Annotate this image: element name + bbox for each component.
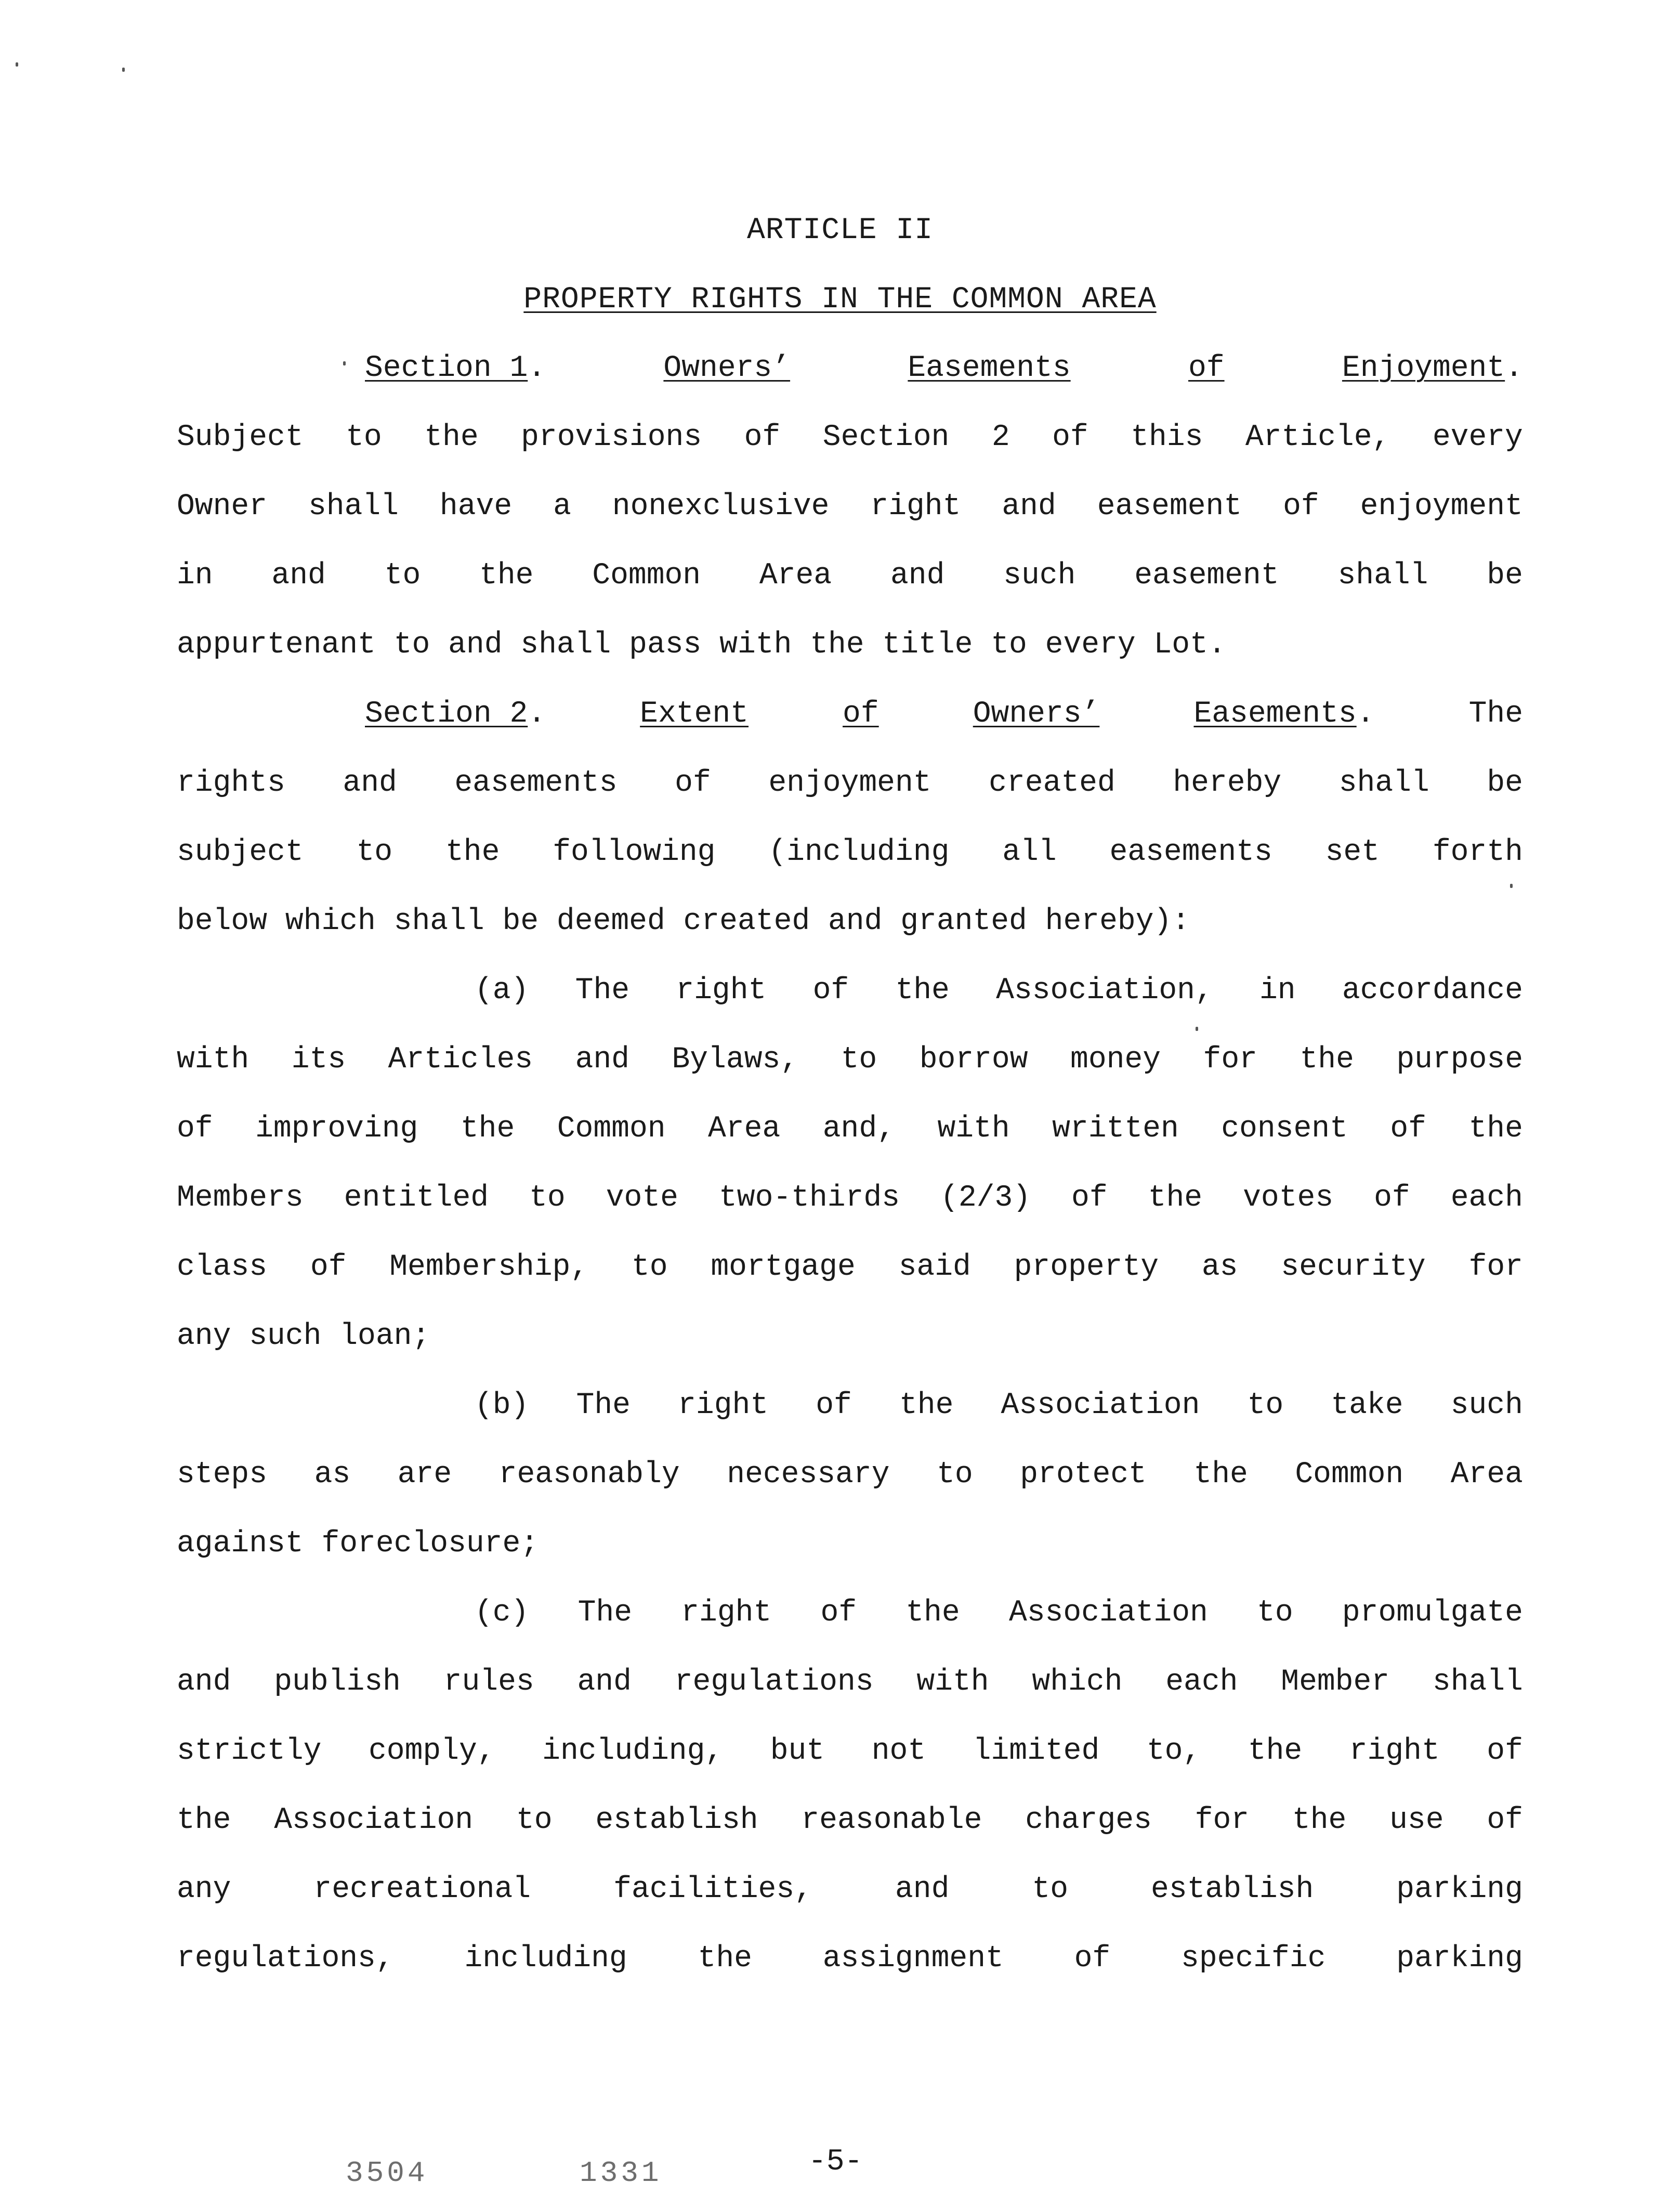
scan-speck — [1196, 1027, 1198, 1031]
word: for — [1203, 1043, 1257, 1077]
word: shall — [1337, 559, 1428, 593]
word: borrow — [919, 1043, 1028, 1077]
item-a-line — [177, 1183, 1523, 1213]
word: set — [1325, 835, 1380, 869]
word: consent — [1221, 1112, 1348, 1146]
word: have — [439, 490, 513, 524]
word: right — [870, 490, 961, 524]
word: (a) — [475, 974, 529, 1008]
word: Membership, — [389, 1250, 589, 1284]
word: following — [553, 835, 716, 869]
word: Section — [822, 421, 950, 454]
word: of — [310, 1250, 347, 1284]
section2-label-wrap: Section 2. — [365, 697, 546, 731]
word: to — [346, 421, 382, 454]
section2-line — [177, 835, 1523, 869]
word: the — [1468, 1112, 1523, 1146]
section1-heading-word: Easements — [908, 351, 1071, 385]
word: Area — [1450, 1458, 1523, 1492]
word: right — [678, 1389, 769, 1422]
word: of — [816, 1389, 852, 1422]
word: shall — [1338, 766, 1429, 800]
word: and — [177, 1665, 231, 1699]
word: as — [314, 1458, 351, 1492]
word: 2 — [991, 421, 1010, 454]
word: to — [384, 559, 421, 593]
word: votes — [1243, 1181, 1334, 1215]
item-b-first-line — [475, 1391, 1523, 1421]
word: (c) — [475, 1596, 529, 1630]
word: but — [770, 1734, 825, 1768]
word: of — [1283, 490, 1319, 524]
word: (b) — [475, 1389, 529, 1422]
word: a — [553, 490, 571, 524]
word: of — [1071, 1181, 1108, 1215]
section2-trailing-word: The — [1468, 697, 1523, 731]
word: and — [577, 1665, 632, 1699]
word: right — [681, 1596, 772, 1630]
word: are — [397, 1458, 452, 1492]
section2-label: Section 2 — [365, 697, 528, 731]
word: with — [177, 1043, 250, 1077]
word: be — [1487, 559, 1523, 593]
word: The — [576, 1389, 631, 1422]
word: money — [1070, 1043, 1161, 1077]
word: Subject — [177, 421, 304, 454]
word: not — [871, 1734, 926, 1768]
article-subtitle-text: PROPERTY RIGHTS IN THE COMMON AREA — [523, 283, 1157, 317]
word: including, — [542, 1734, 724, 1768]
word: created — [989, 766, 1115, 800]
word: take — [1331, 1389, 1403, 1422]
section1-label: Section 1 — [365, 351, 528, 385]
word: rules — [443, 1665, 534, 1699]
word: class — [177, 1250, 268, 1284]
word: to — [631, 1250, 668, 1284]
word: of — [812, 974, 849, 1008]
word: of — [1074, 1942, 1111, 1976]
word: and — [895, 1873, 950, 1906]
word: easements — [454, 766, 618, 800]
word: and — [890, 559, 945, 593]
word: specific — [1181, 1942, 1326, 1976]
word: of — [1390, 1112, 1426, 1146]
word: facilities, — [613, 1873, 812, 1906]
word: Common — [592, 559, 701, 593]
section1-line: appurtenant to and shall pass with the title to every Lot. — [177, 628, 1226, 662]
section2-heading-word: Extent — [640, 697, 749, 731]
word: to — [1257, 1596, 1293, 1630]
word: which — [1032, 1665, 1123, 1699]
word: Owner — [177, 490, 268, 524]
word: Association — [1008, 1596, 1208, 1630]
word: subject — [177, 835, 304, 869]
word: to — [1247, 1389, 1284, 1422]
item-c-line — [177, 1667, 1523, 1697]
word: with — [937, 1112, 1010, 1146]
word: and, — [822, 1112, 895, 1146]
word: property — [1014, 1250, 1159, 1284]
footer-record-code: 3504 — [346, 2156, 428, 2190]
word: parking — [1396, 1942, 1523, 1976]
page-number: -5- — [808, 2145, 863, 2179]
word: said — [898, 1250, 971, 1284]
word: limited — [973, 1734, 1100, 1768]
word: the — [479, 559, 534, 593]
word: parking — [1396, 1873, 1523, 1906]
word: reasonable — [801, 1803, 982, 1837]
word: as — [1201, 1250, 1238, 1284]
word: the — [895, 974, 950, 1008]
word: hereby — [1173, 766, 1282, 800]
word: forth — [1432, 835, 1523, 869]
word: (including — [768, 835, 950, 869]
word: in — [1259, 974, 1296, 1008]
word: and — [575, 1043, 629, 1077]
word: each — [1450, 1181, 1523, 1215]
item-b-line — [177, 1460, 1523, 1490]
section1-heading-word: of — [1188, 351, 1225, 385]
word: rights — [177, 766, 285, 800]
word: (2/3) — [940, 1181, 1031, 1215]
section1-line — [177, 423, 1523, 453]
word: of — [1487, 1734, 1523, 1768]
section1-heading-word: Owners’ — [663, 351, 791, 385]
word: each — [1165, 1665, 1238, 1699]
section1-label-wrap: Section 1. — [365, 351, 546, 385]
word: security — [1281, 1250, 1426, 1284]
word: The — [578, 1596, 633, 1630]
scan-speck — [122, 68, 125, 72]
word: vote — [606, 1181, 678, 1215]
word: of — [177, 1112, 213, 1146]
word: of — [1374, 1181, 1410, 1215]
word: to — [1032, 1873, 1069, 1906]
item-c-line — [177, 1803, 1523, 1837]
word: Articles — [388, 1043, 533, 1077]
word: purpose — [1396, 1043, 1523, 1077]
word: for — [1468, 1250, 1523, 1284]
word: such — [1003, 559, 1076, 593]
item-b-line: against foreclosure; — [177, 1527, 539, 1561]
word: Association — [274, 1803, 474, 1837]
word: of — [1052, 421, 1088, 454]
scan-speck — [343, 361, 346, 365]
word: Article, — [1245, 421, 1390, 454]
word: promulgate — [1342, 1596, 1523, 1630]
word: and — [343, 766, 397, 800]
scan-speck — [16, 62, 18, 67]
word: right — [676, 974, 767, 1008]
word: Common — [557, 1112, 666, 1146]
word: mortgage — [711, 1250, 856, 1284]
word: recreational — [313, 1873, 531, 1906]
word: easement — [1134, 559, 1279, 593]
section2-heading-word: of — [843, 697, 879, 731]
word: the — [424, 421, 479, 454]
word: the — [698, 1942, 752, 1976]
word: this — [1131, 421, 1203, 454]
word: its — [291, 1043, 346, 1077]
word: regulations — [674, 1665, 874, 1699]
word: easements — [1109, 835, 1272, 869]
word: comply, — [368, 1734, 495, 1768]
word: nonexclusive — [612, 490, 830, 524]
word: shall — [1432, 1665, 1523, 1699]
word: Member — [1281, 1665, 1390, 1699]
word: Common — [1295, 1458, 1404, 1492]
word: to — [356, 835, 393, 869]
word: Members — [177, 1181, 304, 1215]
word: strictly — [177, 1734, 322, 1768]
footer-record-code: 1331 — [580, 2156, 662, 2190]
word: Association — [1001, 1389, 1200, 1422]
word: establish — [1151, 1873, 1314, 1906]
word: establish — [595, 1803, 758, 1837]
item-a-first-line — [475, 976, 1523, 1006]
word: to — [841, 1043, 877, 1077]
word: of — [675, 766, 711, 800]
item-a-line — [177, 1252, 1523, 1283]
article-subtitle — [0, 285, 1680, 315]
item-a-line: any such loan; — [177, 1319, 430, 1353]
word: provisions — [521, 421, 702, 454]
word: entitled — [344, 1181, 489, 1215]
word: the — [1292, 1803, 1347, 1837]
word: the — [899, 1389, 954, 1422]
word: the — [445, 835, 500, 869]
section2-line — [177, 768, 1523, 799]
word: of — [820, 1596, 857, 1630]
word: the — [1300, 1043, 1354, 1077]
word: two-thirds — [718, 1181, 900, 1215]
article-title: ARTICLE II — [746, 214, 934, 247]
section2-heading-word: Owners’ — [973, 697, 1100, 731]
word: for — [1195, 1803, 1250, 1837]
word: to — [516, 1803, 553, 1837]
word: in — [177, 559, 213, 593]
word: protect — [1020, 1458, 1147, 1492]
word: the — [1148, 1181, 1203, 1215]
word: use — [1389, 1803, 1444, 1837]
section2-heading-word: Easements — [1193, 697, 1357, 731]
word: Area — [708, 1112, 781, 1146]
word: including — [464, 1942, 627, 1976]
word: to — [529, 1181, 566, 1215]
word: written — [1052, 1112, 1179, 1146]
word: publish — [274, 1665, 401, 1699]
word: necessary — [727, 1458, 890, 1492]
word: and — [1002, 490, 1056, 524]
word: steps — [177, 1458, 268, 1492]
item-c-line — [177, 1875, 1523, 1905]
section1-line — [177, 492, 1523, 522]
word: charges — [1025, 1803, 1152, 1837]
item-c-line — [177, 1736, 1523, 1767]
word: all — [1002, 835, 1057, 869]
word: enjoyment — [1360, 490, 1523, 524]
word: to — [937, 1458, 973, 1492]
word: the — [1248, 1734, 1303, 1768]
item-c-first-line — [475, 1598, 1523, 1628]
word: accordance — [1342, 974, 1523, 1008]
section1-line — [177, 561, 1523, 591]
word: enjoyment — [768, 766, 931, 800]
section1-heading-word: Enjoyment — [1342, 351, 1505, 385]
word: Association, — [996, 974, 1213, 1008]
scan-speck — [1510, 884, 1513, 888]
word: to, — [1146, 1734, 1201, 1768]
section1-heading-last-wrap: Enjoyment. — [1342, 351, 1523, 385]
section2-heading — [365, 699, 1523, 729]
section1-heading — [365, 351, 1523, 385]
word: the — [460, 1112, 515, 1146]
item-c-line — [177, 1944, 1523, 1974]
word: shall — [308, 490, 399, 524]
word: and — [271, 559, 326, 593]
word: improving — [255, 1112, 418, 1146]
word: right — [1349, 1734, 1440, 1768]
word: the — [1193, 1458, 1248, 1492]
word: be — [1487, 766, 1523, 800]
section2-heading-last-wrap: Easements. — [1193, 697, 1375, 731]
word: easement — [1097, 490, 1242, 524]
word: of — [1487, 1803, 1523, 1837]
word: any — [177, 1873, 231, 1906]
word: regulations, — [177, 1942, 394, 1976]
word: such — [1450, 1389, 1523, 1422]
item-a-line — [177, 1045, 1523, 1075]
word: with — [916, 1665, 989, 1699]
word: every — [1432, 421, 1523, 454]
word: Bylaws, — [672, 1043, 799, 1077]
word: Area — [759, 559, 832, 593]
word: reasonably — [498, 1458, 680, 1492]
section2-line: below which shall be deemed created and granted hereby): — [177, 905, 1190, 938]
word: assignment — [822, 1942, 1004, 1976]
word: the — [905, 1596, 960, 1630]
item-a-line — [177, 1114, 1523, 1144]
word: the — [177, 1803, 231, 1837]
word: of — [744, 421, 781, 454]
word: The — [575, 974, 630, 1008]
